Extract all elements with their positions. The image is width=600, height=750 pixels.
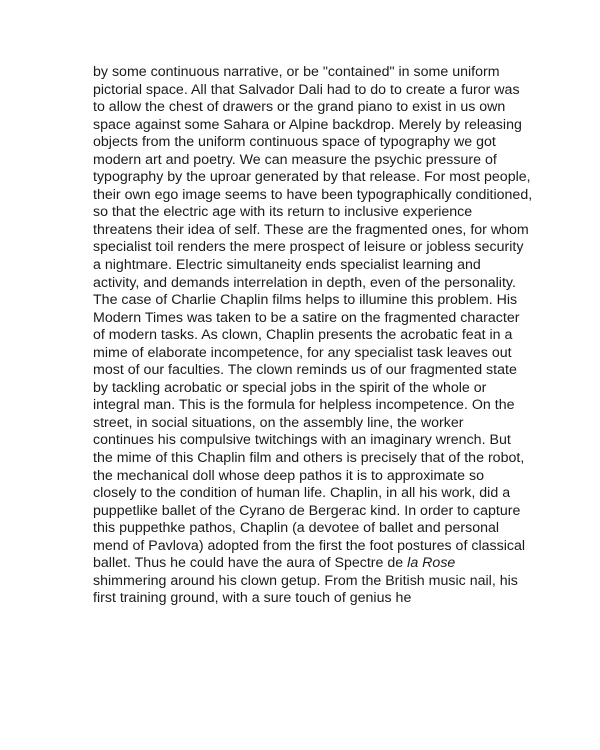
text-line: of modern tasks. As clown, Chaplin presents the acrobatic feat in a bbox=[93, 327, 513, 344]
text-line: continues his compulsive twitchings with an imaginary wrench. But bbox=[93, 432, 511, 449]
text-line: activity, and demands interrelation in depth, even of the personality. bbox=[93, 274, 516, 291]
text-line: the mime of this Chaplin film and others is precisely that of the robot, bbox=[93, 450, 525, 467]
text-line: by tackling acrobatic or special jobs in the spirit of the whole or bbox=[93, 379, 487, 396]
text-line: by some continuous narrative, or be "contained" in some uniform bbox=[93, 64, 500, 80]
text-line: a nightmare. Electric simultaneity ends specialist learning and bbox=[93, 257, 481, 274]
italic-title: la Rose bbox=[407, 555, 456, 572]
text-line: space against some Sahara or Alpine backdrop. Merely by releasing bbox=[93, 116, 522, 133]
text-line: The case of Charlie Chaplin films helps to illumine this problem. His bbox=[93, 292, 518, 309]
text-line-start: ballet. Thus he could have the aura of Spectre de bbox=[93, 555, 408, 572]
text-line: the mechanical doll whose deep pathos it is to approximate so bbox=[93, 467, 484, 484]
text-line: closely to the condition of human life. Chaplin, in all his work, did a bbox=[93, 485, 511, 502]
text-line: threatens their idea of self. These are the fragmented ones, for whom bbox=[93, 221, 529, 238]
text-line: their own ego image seems to have been typographically conditioned, bbox=[93, 186, 533, 203]
text-line: Modern Times was taken to be a satire on the fragmented character bbox=[93, 309, 520, 326]
text-line: this puppethke pathos, Chaplin (a devotee of ballet and personal bbox=[93, 520, 500, 537]
text-line: mime of elaborate incompetence, for any specialist task leaves out bbox=[93, 344, 512, 361]
text-line: objects from the uniform continuous space of typography we got bbox=[93, 134, 496, 151]
text-line: first training ground, with a sure touch of genius he bbox=[93, 590, 412, 607]
text-line: street, in social situations, on the assembly line, the worker bbox=[93, 414, 464, 431]
text-line: so that the electric age with its return to inclusive experience bbox=[93, 204, 473, 221]
text-line: pictorial space. All that Salvador Dali had to do to create a furor was bbox=[93, 81, 520, 98]
text-line: typography by the uproar generated by that release. For most people, bbox=[93, 169, 531, 186]
text-line: integral man. This is the formula for helpless incompetence. On the bbox=[93, 397, 515, 414]
text-line: specialist toil renders the mere prospect of leisure or jobless security bbox=[93, 239, 524, 256]
text-line: to allow the chest of drawers or the grand piano to exist in us own bbox=[93, 99, 506, 116]
text-line: most of our faculties. The clown reminds us of our fragmented state bbox=[93, 362, 517, 379]
text-line: modern art and poetry. We can measure the psychic pressure of bbox=[93, 151, 497, 168]
text-line bbox=[93, 555, 553, 573]
text-line: puppetlike ballet of the Cyrano de Bergerac kind. In order to capture bbox=[93, 502, 521, 519]
text-line: mend of Pavlova) adopted from the first the foot postures of classical bbox=[93, 537, 526, 554]
body-text bbox=[93, 64, 553, 608]
text-line: shimmering around his clown getup. From the British music nail, his bbox=[93, 572, 518, 589]
